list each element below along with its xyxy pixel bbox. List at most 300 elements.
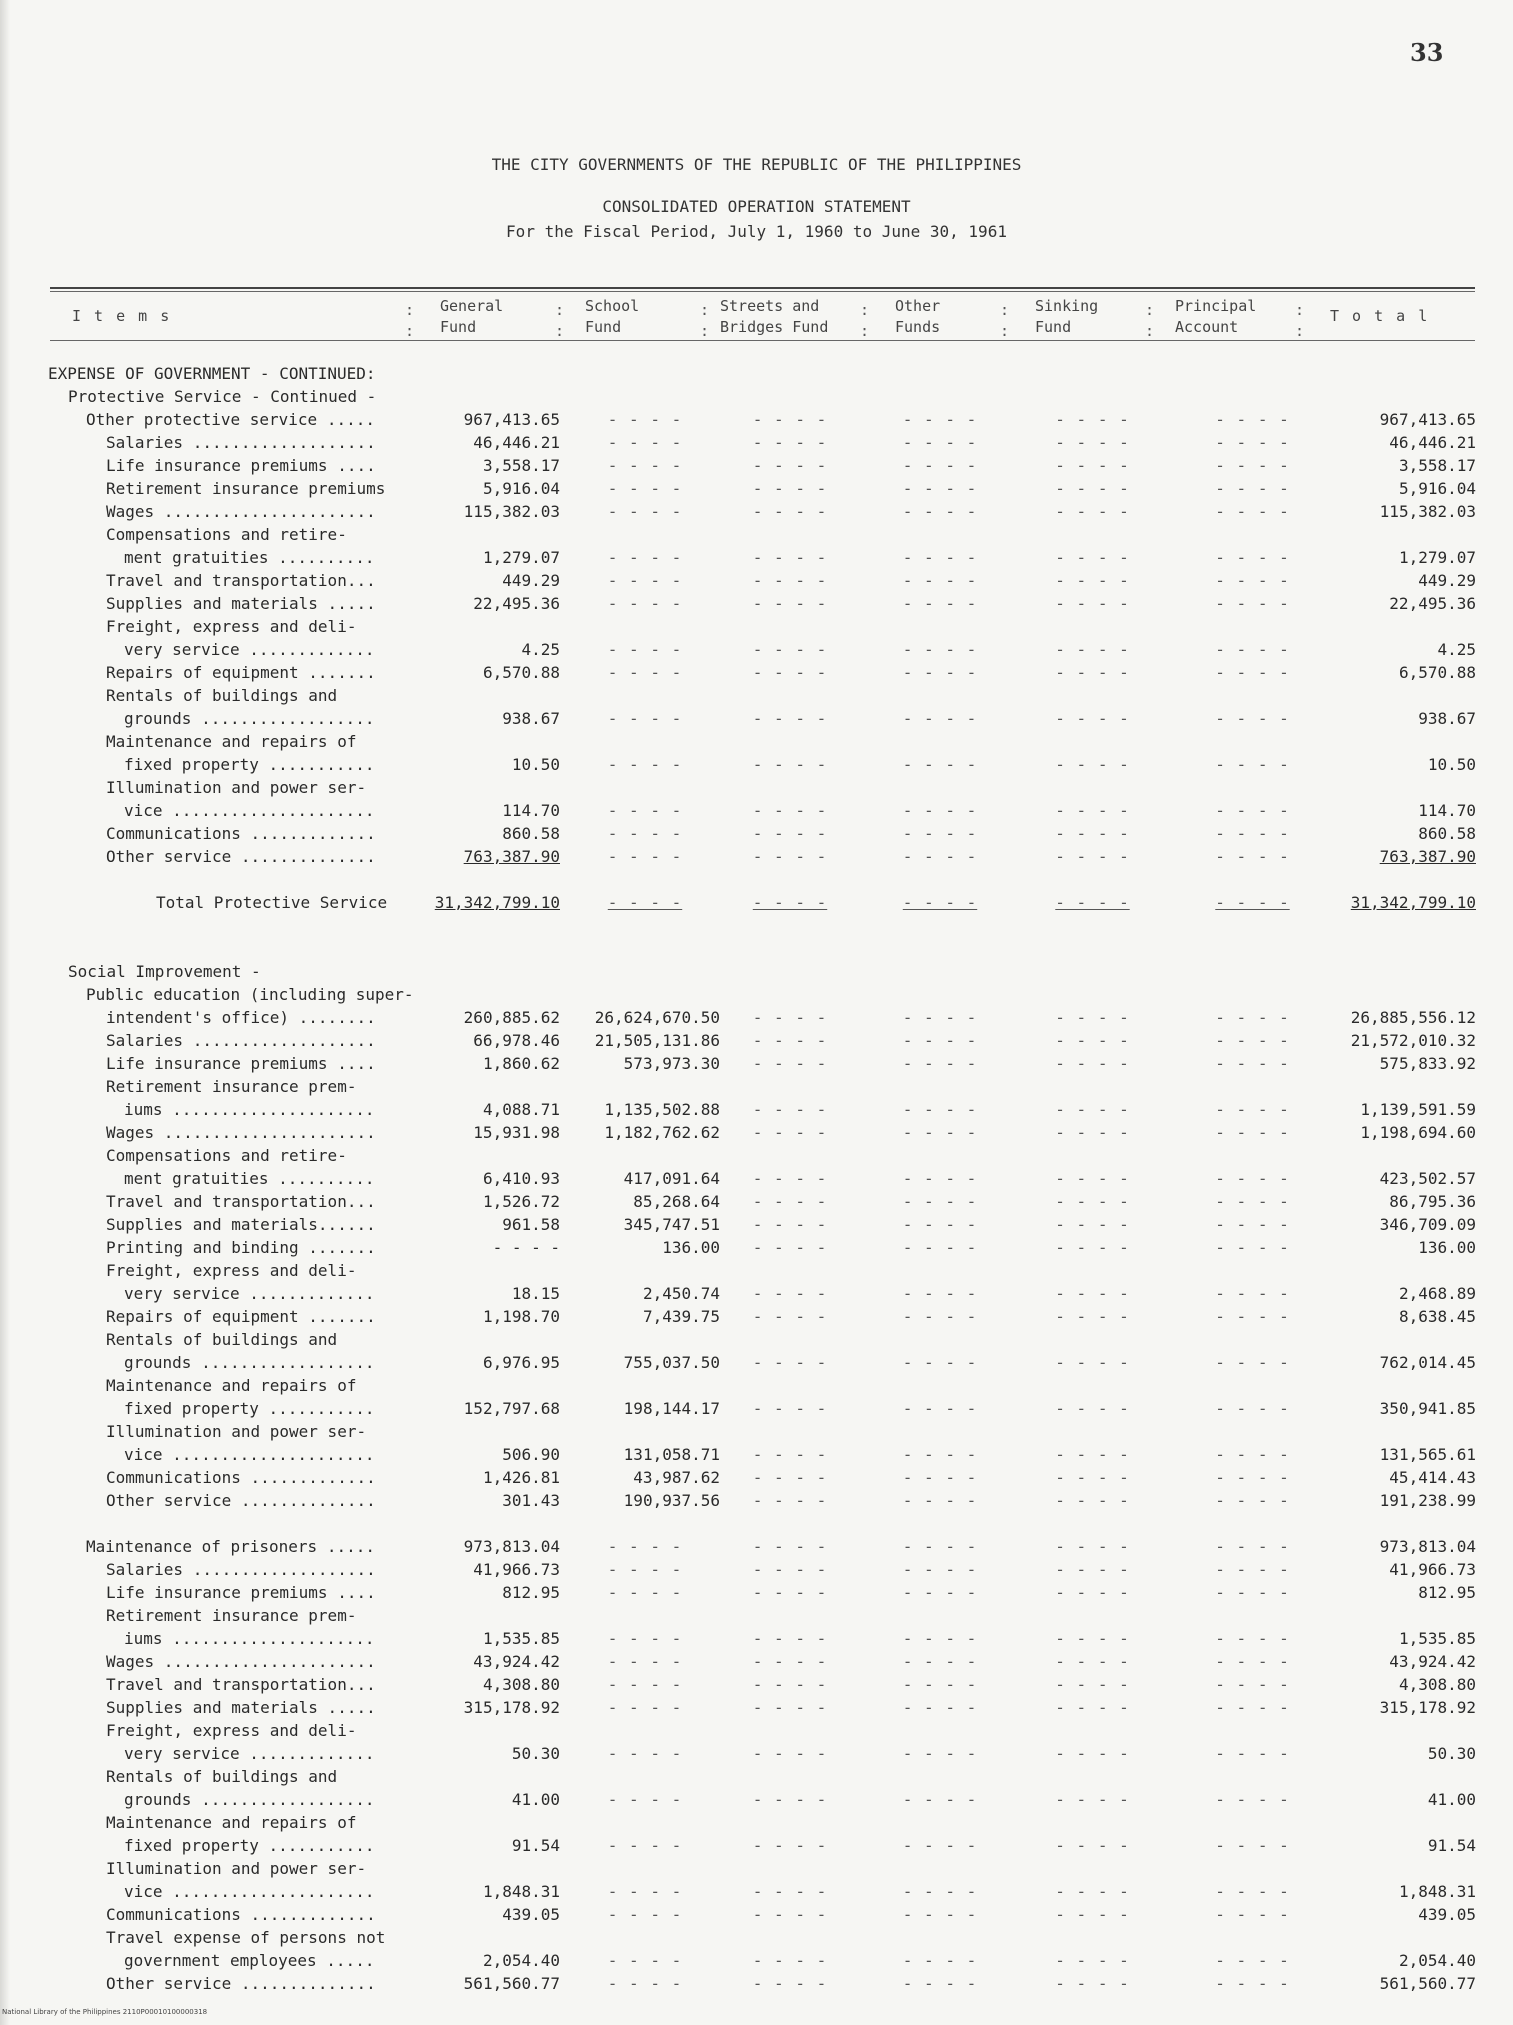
total-value: 131,565.61 (1379, 1445, 1476, 1464)
school-fund-value: 190,937.56 (623, 1491, 720, 1510)
general-fund-value: 4.25 (521, 640, 560, 659)
empty-dash: - - - - (752, 1836, 828, 1855)
empty-dash: - - - - (1215, 1698, 1290, 1717)
row-label: Travel and transportation... (106, 571, 376, 590)
empty-dash: - - - - (1215, 1974, 1290, 1993)
total-value: 346,709.09 (1379, 1215, 1476, 1234)
column-header-0 (72, 306, 372, 327)
general-fund-value: 6,976.95 (482, 1353, 560, 1372)
empty-dash: - - - - (902, 1836, 978, 1855)
row-label: Repairs of equipment ....... (106, 663, 376, 682)
general-fund-value: 15,931.98 (473, 1123, 560, 1142)
empty-dash: - - - - (1215, 1169, 1290, 1188)
row-label: government employees ..... (124, 1951, 375, 1970)
table-row (0, 1282, 1513, 1305)
empty-dash: - - - - (1215, 1307, 1290, 1326)
empty-dash: - - - - (1055, 1100, 1130, 1119)
total-value: 1,535.85 (1398, 1629, 1476, 1648)
general-fund-value: 152,797.68 (463, 1399, 560, 1418)
general-fund-value: 938.67 (502, 709, 560, 728)
empty-dash: - - - - (1215, 755, 1290, 774)
total-value: 4,308.80 (1398, 1675, 1476, 1694)
empty-dash: - - - - (752, 824, 828, 843)
total-value: 439.05 (1418, 1905, 1476, 1924)
general-fund-value: 2,054.40 (482, 1951, 560, 1970)
column-header-1 (440, 296, 550, 338)
table-row (0, 408, 1513, 431)
empty-dash: - - - - (1215, 1905, 1290, 1924)
empty-dash: - - - - (607, 847, 683, 866)
empty-dash: - - - - (607, 1698, 683, 1717)
table-row (0, 1466, 1513, 1489)
row-label: fixed property ........... (124, 755, 375, 774)
total-value: 191,238.99 (1379, 1491, 1476, 1510)
empty-dash: - - - - (607, 1537, 683, 1556)
column-header-4 (895, 296, 1005, 338)
empty-dash: - - - - (1055, 1031, 1130, 1050)
table-row (0, 937, 1513, 960)
empty-dash: - - - - (752, 548, 828, 567)
empty-dash: - - - - (752, 663, 828, 682)
row-label: Retirement insurance prem- (106, 1077, 357, 1096)
school-fund-value: 1,135,502.88 (604, 1100, 720, 1119)
header-separator: : (1295, 301, 1305, 319)
empty-dash: - - - - (752, 1629, 828, 1648)
empty-dash: - - - - (1055, 1054, 1130, 1073)
general-fund-value: 115,382.03 (463, 502, 560, 521)
table-row (0, 661, 1513, 684)
empty-dash: - - - - (902, 1629, 978, 1648)
column-header-line2: Fund (585, 318, 622, 336)
total-value: 31,342,799.10 (1350, 893, 1476, 912)
empty-dash: - - - - (752, 1192, 828, 1211)
empty-dash: - - - - (752, 1238, 828, 1257)
empty-dash: - - - - (902, 1675, 978, 1694)
empty-dash: - - - - (607, 1790, 683, 1809)
empty-dash: - - - - (1055, 1399, 1130, 1418)
document-title: THE CITY GOVERNMENTS OF THE REPUBLIC OF THE PHILIPPINES (491, 155, 1022, 174)
general-fund-value: 4,088.71 (482, 1100, 560, 1119)
total-value: 812.95 (1418, 1583, 1476, 1602)
table-row (0, 1489, 1513, 1512)
table-row (0, 1213, 1513, 1236)
empty-dash: - - - - (1215, 893, 1290, 912)
empty-dash: - - - - (1055, 1353, 1130, 1372)
empty-dash: - - - - (902, 1491, 978, 1510)
table-row (0, 592, 1513, 615)
empty-dash: - - - - (752, 1008, 828, 1027)
school-fund-value: 85,268.64 (633, 1192, 720, 1211)
row-label: Travel and transportation... (106, 1192, 376, 1211)
table-row (0, 1006, 1513, 1029)
total-value: 22,495.36 (1389, 594, 1476, 613)
general-fund-value: 46,446.21 (473, 433, 560, 452)
table-row (0, 454, 1513, 477)
empty-dash: - - - - (1055, 1192, 1130, 1211)
row-label: Other service .............. (106, 1974, 376, 1993)
row-label: Supplies and materials...... (106, 1215, 376, 1234)
row-label: grounds .................. (124, 709, 375, 728)
table-row (0, 822, 1513, 845)
table-row (0, 546, 1513, 569)
table-row (0, 1558, 1513, 1581)
row-label: iums ..................... (124, 1629, 375, 1648)
empty-dash: - - - - (1215, 571, 1290, 590)
column-header-line1: Other (895, 297, 941, 315)
row-label: Maintenance and repairs of (106, 732, 357, 751)
row-label: Life insurance premiums .... (106, 1583, 376, 1602)
empty-dash: - - - - (752, 1169, 828, 1188)
empty-dash: - - - - (1215, 1215, 1290, 1234)
empty-dash: - - - - (1215, 1491, 1290, 1510)
row-label: grounds .................. (124, 1353, 375, 1372)
empty-dash: - - - - (607, 663, 683, 682)
row-label: intendent's office) ........ (106, 1008, 376, 1027)
total-value: 762,014.45 (1379, 1353, 1476, 1372)
empty-dash: - - - - (1215, 1560, 1290, 1579)
empty-dash: - - - - (752, 1307, 828, 1326)
school-fund-value: 26,624,670.50 (594, 1008, 720, 1027)
empty-dash: - - - - (1055, 1652, 1130, 1671)
empty-dash: - - - - (902, 1445, 978, 1464)
empty-dash: - - - - (902, 1238, 978, 1257)
general-fund-value: 18.15 (511, 1284, 560, 1303)
empty-dash: - - - - (752, 1951, 828, 1970)
empty-dash: - - - - (902, 456, 978, 475)
empty-dash: - - - - (1055, 1790, 1130, 1809)
row-label: Freight, express and deli- (106, 1721, 357, 1740)
empty-dash: - - - - (752, 709, 828, 728)
empty-dash: - - - - (752, 1445, 828, 1464)
empty-dash: - - - - (902, 1882, 978, 1901)
empty-dash: - - - - (902, 433, 978, 452)
empty-dash: - - - - (1055, 1905, 1130, 1924)
empty-dash: - - - - (1215, 1836, 1290, 1855)
empty-dash: - - - - (607, 1675, 683, 1694)
empty-dash: - - - - (1215, 801, 1290, 820)
row-label: Printing and binding ....... (106, 1238, 376, 1257)
empty-dash: - - - - (1055, 709, 1130, 728)
empty-dash: - - - - (1215, 1399, 1290, 1418)
total-value: 21,572,010.32 (1350, 1031, 1476, 1050)
empty-dash: - - - - (752, 1537, 828, 1556)
empty-dash: - - - - (902, 1123, 978, 1142)
empty-dash: - - - - (752, 1560, 828, 1579)
empty-dash: - - - - (1055, 1744, 1130, 1763)
empty-dash: - - - - (902, 847, 978, 866)
empty-dash: - - - - (752, 1583, 828, 1602)
empty-dash: - - - - (902, 1399, 978, 1418)
empty-dash: - - - - (1215, 847, 1290, 866)
row-label: Illumination and power ser- (106, 778, 367, 797)
header-separator: : (700, 322, 710, 340)
empty-dash: - - - - (1215, 1583, 1290, 1602)
total-value: 350,941.85 (1379, 1399, 1476, 1418)
table-row (0, 1098, 1513, 1121)
row-label: very service ............. (124, 1744, 375, 1763)
total-value: 45,414.43 (1389, 1468, 1476, 1487)
row-label: vice ..................... (124, 1445, 375, 1464)
column-header-line1: T o t a l (1330, 307, 1430, 325)
table-row (0, 477, 1513, 500)
empty-dash: - - - - (752, 1353, 828, 1372)
row-label: Other protective service ..... (86, 410, 375, 429)
empty-dash: - - - - (1215, 1238, 1290, 1257)
table-row (0, 1535, 1513, 1558)
empty-dash: - - - - (1055, 1583, 1130, 1602)
empty-dash: - - - - (752, 433, 828, 452)
empty-dash: - - - - (1055, 1284, 1130, 1303)
empty-dash: - - - - (1215, 502, 1290, 521)
empty-dash: - - - - (1215, 1629, 1290, 1648)
empty-dash: - - - - (607, 479, 683, 498)
table-row (0, 1811, 1513, 1834)
empty-dash: - - - - (1055, 1629, 1130, 1648)
header-separator: : (1000, 301, 1010, 319)
empty-dash: - - - - (1215, 1100, 1290, 1119)
empty-dash: - - - - (1215, 410, 1290, 429)
empty-dash: - - - - (1055, 1307, 1130, 1326)
empty-dash: - - - - (1215, 1192, 1290, 1211)
total-value: 1,198,694.60 (1360, 1123, 1476, 1142)
table-row (0, 707, 1513, 730)
table-row (0, 1144, 1513, 1167)
general-fund-value: 31,342,799.10 (434, 893, 560, 912)
empty-dash: - - - - (1055, 801, 1130, 820)
row-label: fixed property ........... (124, 1399, 375, 1418)
table-row (0, 1650, 1513, 1673)
empty-dash: - - - - (1055, 502, 1130, 521)
total-value: 763,387.90 (1379, 847, 1476, 866)
table-row (0, 1949, 1513, 1972)
empty-dash: - - - - (607, 801, 683, 820)
school-fund-value: 2,450.74 (642, 1284, 720, 1303)
empty-dash: - - - - (1055, 1238, 1130, 1257)
empty-dash: - - - - (607, 502, 683, 521)
row-label: Maintenance of prisoners ..... (86, 1537, 375, 1556)
empty-dash: - - - - (752, 1123, 828, 1142)
empty-dash: - - - - (752, 847, 828, 866)
row-label: ment gratuities .......... (124, 548, 375, 567)
total-value: 315,178.92 (1379, 1698, 1476, 1717)
row-label: very service ............. (124, 1284, 375, 1303)
table-row (0, 845, 1513, 868)
empty-dash: - - - - (902, 824, 978, 843)
row-label: Supplies and materials ..... (106, 1698, 376, 1717)
general-fund-value: 449.29 (502, 571, 560, 590)
total-value: 449.29 (1418, 571, 1476, 590)
header-separator: : (1000, 322, 1010, 340)
general-fund-value: 1,526.72 (482, 1192, 560, 1211)
total-value: 1,279.07 (1398, 548, 1476, 567)
general-fund-value: 763,387.90 (463, 847, 560, 866)
empty-dash: - - - - (607, 1652, 683, 1671)
header-separator: : (555, 322, 565, 340)
empty-dash: - - - - (752, 1905, 828, 1924)
empty-dash: - - - - (1055, 1698, 1130, 1717)
general-fund-value: 1,426.81 (482, 1468, 560, 1487)
empty-dash: - - - - (902, 709, 978, 728)
column-header-line2: Fund (440, 318, 477, 336)
empty-dash: - - - - (607, 1951, 683, 1970)
column-header-line1: Streets and (720, 297, 820, 315)
row-label: Rentals of buildings and (106, 1330, 338, 1349)
row-label: Maintenance and repairs of (106, 1376, 357, 1395)
total-value: 8,638.45 (1398, 1307, 1476, 1326)
total-value: 115,382.03 (1379, 502, 1476, 521)
table-row (0, 1627, 1513, 1650)
school-fund-value: 21,505,131.86 (594, 1031, 720, 1050)
table-row (0, 362, 1513, 385)
empty-dash: - - - - (607, 410, 683, 429)
header-separator: : (1145, 322, 1155, 340)
empty-dash: - - - - (752, 1284, 828, 1303)
row-label: Illumination and power ser- (106, 1422, 367, 1441)
header-separator: : (860, 301, 870, 319)
column-header-line1: General (440, 297, 504, 315)
empty-dash: - - - - (1215, 1537, 1290, 1556)
column-header-line2: Funds (895, 318, 941, 336)
column-header-line1: Sinking (1035, 297, 1099, 315)
table-row (0, 1673, 1513, 1696)
row-label: Communications ............. (106, 1468, 376, 1487)
total-value: 86,795.36 (1389, 1192, 1476, 1211)
empty-dash: - - - - (902, 1284, 978, 1303)
empty-dash: - - - - (1215, 1031, 1290, 1050)
empty-dash: - - - - (607, 433, 683, 452)
column-header-line2: Bridges Fund (720, 318, 829, 336)
general-fund-value: 6,410.93 (482, 1169, 560, 1188)
empty-dash: - - - - (752, 1790, 828, 1809)
column-header-line1: School (585, 297, 640, 315)
row-label: fixed property ........... (124, 1836, 375, 1855)
total-value: 938.67 (1418, 709, 1476, 728)
table-row (0, 684, 1513, 707)
empty-dash: - - - - (607, 1583, 683, 1602)
column-header-line1: Principal (1175, 297, 1257, 315)
total-value: 43,924.42 (1389, 1652, 1476, 1671)
empty-dash: - - - - (1215, 548, 1290, 567)
table-row (0, 730, 1513, 753)
table-row (0, 1259, 1513, 1282)
empty-dash: - - - - (607, 456, 683, 475)
empty-dash: - - - - (1055, 1951, 1130, 1970)
table-row (0, 1696, 1513, 1719)
total-value: 575,833.92 (1379, 1054, 1476, 1073)
header-separator: : (405, 322, 415, 340)
empty-dash: - - - - (1055, 640, 1130, 659)
table-row (0, 1903, 1513, 1926)
empty-dash: - - - - (1215, 640, 1290, 659)
row-label: Salaries ................... (106, 1031, 376, 1050)
empty-dash: - - - - (607, 1836, 683, 1855)
row-label: Retirement insurance prem- (106, 1606, 357, 1625)
total-value: 561,560.77 (1379, 1974, 1476, 1993)
table-row (0, 868, 1513, 891)
row-label: Wages ...................... (106, 502, 376, 521)
empty-dash: - - - - (752, 893, 828, 912)
empty-dash: - - - - (607, 571, 683, 590)
total-value: 50.30 (1427, 1744, 1476, 1763)
school-fund-value: 43,987.62 (633, 1468, 720, 1487)
table-row (0, 1834, 1513, 1857)
total-value: 41.00 (1427, 1790, 1476, 1809)
total-value: 860.58 (1418, 824, 1476, 843)
general-fund-value: 91.54 (511, 1836, 560, 1855)
empty-dash: - - - - (902, 1192, 978, 1211)
empty-dash: - - - - (1215, 1675, 1290, 1694)
empty-dash: - - - - (902, 1790, 978, 1809)
table-row (0, 523, 1513, 546)
row-label: Other service .............. (106, 847, 376, 866)
table-row (0, 1029, 1513, 1052)
row-label: Protective Service - Continued - (68, 387, 377, 406)
empty-dash: - - - - (752, 1399, 828, 1418)
table-row (0, 799, 1513, 822)
table-row (0, 1926, 1513, 1949)
school-fund-value: 573,973.30 (623, 1054, 720, 1073)
row-label: Wages ...................... (106, 1652, 376, 1671)
empty-dash: - - - - (752, 1675, 828, 1694)
table-row (0, 1972, 1513, 1995)
empty-dash: - - - - (1055, 663, 1130, 682)
empty-dash: - - - - (902, 571, 978, 590)
table-row (0, 638, 1513, 661)
empty-dash: - - - - (902, 1537, 978, 1556)
table-row (0, 1719, 1513, 1742)
empty-dash: - - - - (607, 755, 683, 774)
total-value: 46,446.21 (1389, 433, 1476, 452)
empty-dash: - - - - (1055, 1123, 1130, 1142)
total-value: 41,966.73 (1389, 1560, 1476, 1579)
row-label: very service ............. (124, 640, 375, 659)
empty-dash: - - - - (752, 1215, 828, 1234)
row-label: grounds .................. (124, 1790, 375, 1809)
table-row (0, 1604, 1513, 1627)
general-fund-value: 812.95 (502, 1583, 560, 1602)
empty-dash: - - - - (902, 640, 978, 659)
table-row (0, 983, 1513, 1006)
table-row (0, 891, 1513, 914)
row-label: Freight, express and deli- (106, 617, 357, 636)
empty-dash: - - - - (1055, 433, 1130, 452)
empty-dash: - - - - (752, 1698, 828, 1717)
row-label: vice ..................... (124, 1882, 375, 1901)
column-header-line2: Fund (1035, 318, 1072, 336)
header-separator: : (1145, 301, 1155, 319)
empty-dash: - - - - (902, 1353, 978, 1372)
general-fund-value: 3,558.17 (482, 456, 560, 475)
empty-dash: - - - - (1055, 410, 1130, 429)
total-value: 5,916.04 (1398, 479, 1476, 498)
empty-dash: - - - - (1055, 1008, 1130, 1027)
empty-dash: - - - - (1215, 709, 1290, 728)
empty-dash: - - - - (1055, 1537, 1130, 1556)
empty-dash: - - - - (1215, 456, 1290, 475)
row-label: Rentals of buildings and (106, 1767, 338, 1786)
empty-dash: - - - - (902, 755, 978, 774)
empty-dash: - - - - (1215, 1123, 1290, 1142)
general-fund-value: 114.70 (502, 801, 560, 820)
empty-dash: - - - - (1055, 1215, 1130, 1234)
table-row (0, 1374, 1513, 1397)
total-value: 2,468.89 (1398, 1284, 1476, 1303)
empty-dash: - - - - (1215, 1882, 1290, 1901)
table-row (0, 1788, 1513, 1811)
header-separator: : (555, 301, 565, 319)
empty-dash: - - - - (1215, 1652, 1290, 1671)
row-label: Rentals of buildings and (106, 686, 338, 705)
